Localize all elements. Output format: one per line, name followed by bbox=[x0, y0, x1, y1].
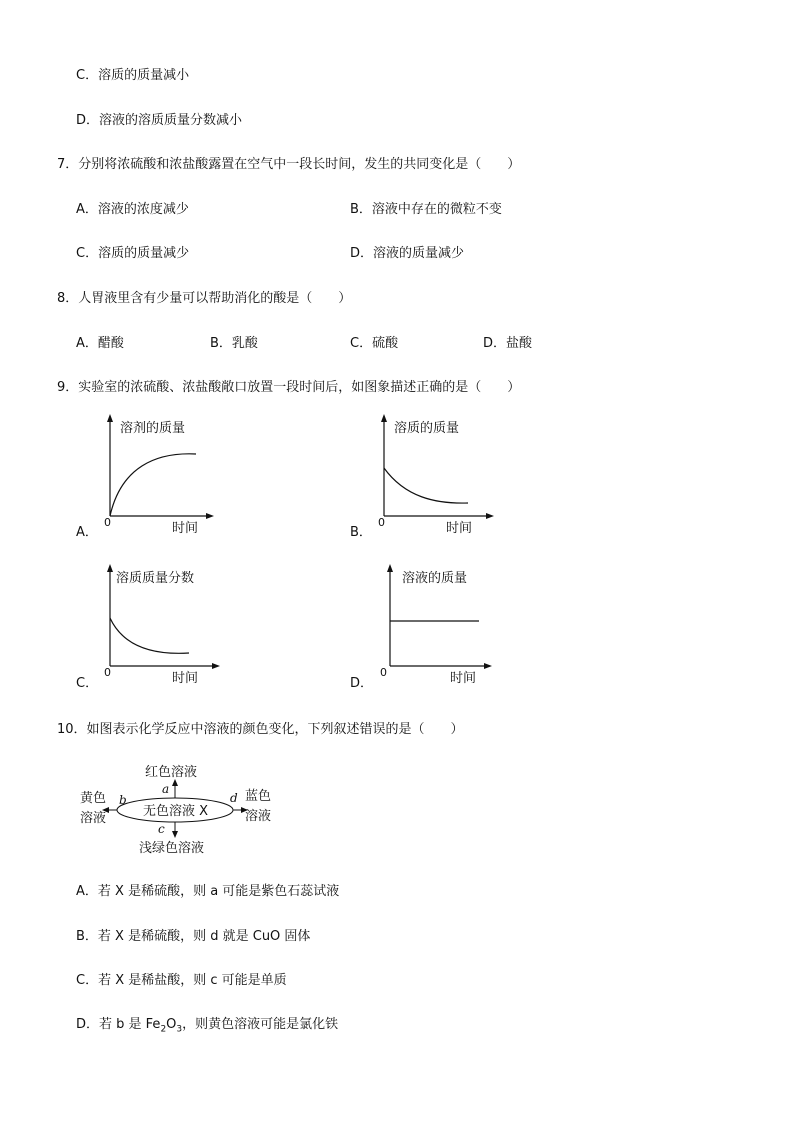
graph-c bbox=[76, 562, 226, 696]
right-label-2: 溶液 bbox=[245, 809, 272, 824]
graph-b-letter: B． bbox=[350, 525, 372, 540]
q10-option-d-mid: O bbox=[166, 1017, 177, 1032]
label-a: a bbox=[162, 782, 170, 796]
bottom-label: 浅绿色溶液 bbox=[139, 841, 205, 856]
graph-c-y-arrow bbox=[107, 564, 113, 572]
center-label: 无色溶液 X bbox=[143, 804, 209, 819]
graph-b-xlabel: 时间 bbox=[446, 521, 473, 536]
graph-b-y-arrow bbox=[381, 414, 387, 422]
q10-option-b: B．若 X 是稀硫酸，则 d 就是 CuO 固体 bbox=[76, 929, 311, 944]
q8-stem: 8．人胃液里含有少量可以帮助消化的酸是（ ） bbox=[57, 291, 352, 306]
graph-a-y-arrow bbox=[107, 414, 113, 422]
graph-c-origin: 0 bbox=[104, 666, 111, 679]
graph-b-origin: 0 bbox=[378, 516, 385, 529]
graph-d-origin: 0 bbox=[380, 666, 387, 679]
right-label-1: 蓝色 bbox=[245, 789, 272, 804]
q7-option-b: B．溶液中存在的微粒不变 bbox=[350, 202, 502, 217]
graph-b-curve bbox=[384, 468, 468, 503]
graph-a-xlabel: 时间 bbox=[172, 521, 199, 536]
graph-b bbox=[350, 412, 500, 546]
arrow-up-head bbox=[172, 779, 178, 786]
top-label: 红色溶液 bbox=[145, 765, 198, 780]
graph-d-letter: D． bbox=[350, 676, 374, 691]
graph-d-xlabel: 时间 bbox=[450, 671, 477, 686]
graph-c-x-arrow bbox=[212, 663, 220, 669]
q10-option-d bbox=[76, 1016, 338, 1039]
q10-option-d-suffix: ，则黄色溶液可能是氯化铁 bbox=[182, 1017, 339, 1032]
arrow-down-head bbox=[172, 831, 178, 838]
q6-option-c: C．溶质的质量减小 bbox=[76, 68, 190, 83]
graph-d-x-arrow bbox=[484, 663, 492, 669]
label-d: d bbox=[230, 791, 238, 805]
q10-option-d-sub2: 3 bbox=[176, 1024, 183, 1035]
q8-option-c: C．硫酸 bbox=[350, 336, 399, 351]
q6-option-d: D．溶液的溶质质量分数减小 bbox=[76, 113, 243, 128]
q10-option-c: C．若 X 是稀盐酸，则 c 可能是单质 bbox=[76, 973, 287, 988]
q7-option-c: C．溶质的质量减少 bbox=[76, 246, 190, 261]
graph-a-ylabel: 溶剂的质量 bbox=[120, 421, 186, 436]
q8-option-d: D．盐酸 bbox=[483, 336, 533, 351]
graph-d-y-arrow bbox=[387, 564, 393, 572]
graph-a-x-arrow bbox=[206, 513, 214, 519]
q8-option-a: A．醋酸 bbox=[76, 336, 124, 351]
q10-stem: 10．如图表示化学反应中溶液的颜色变化，下列叙述错误的是（ ） bbox=[57, 722, 464, 737]
left-label-1: 黄色 bbox=[80, 791, 107, 806]
q10-option-d-sub1: 2 bbox=[160, 1024, 167, 1035]
color-change-diagram bbox=[70, 758, 290, 862]
graph-c-letter: C． bbox=[76, 676, 99, 691]
label-b: b bbox=[119, 793, 127, 807]
q10-option-a: A．若 X 是稀硫酸，则 a 可能是紫色石蕊试液 bbox=[76, 884, 340, 899]
q10-option-d-prefix: D．若 b 是 Fe bbox=[76, 1017, 161, 1032]
graph-a-letter: A． bbox=[76, 525, 98, 540]
graph-a-curve bbox=[110, 454, 196, 516]
q8-option-b: B．乳酸 bbox=[210, 336, 258, 351]
graph-d-ylabel: 溶液的质量 bbox=[402, 571, 468, 586]
graph-c-xlabel: 时间 bbox=[172, 671, 199, 686]
graph-d bbox=[356, 562, 506, 696]
q7-stem: 7．分别将浓硫酸和浓盐酸露置在空气中一段长时间，发生的共同变化是（ ） bbox=[57, 157, 521, 172]
graph-b-x-arrow bbox=[486, 513, 494, 519]
label-c: c bbox=[158, 822, 165, 836]
q7-option-a: A．溶液的浓度减少 bbox=[76, 202, 189, 217]
left-label-2: 溶液 bbox=[80, 811, 107, 826]
graph-c-curve bbox=[110, 618, 189, 653]
graph-b-ylabel: 溶质的质量 bbox=[394, 421, 460, 436]
graph-c-ylabel: 溶质质量分数 bbox=[116, 571, 195, 586]
q9-stem: 9．实验室的浓硫酸、浓盐酸敞口放置一段时间后，如图象描述正确的是（ ） bbox=[57, 380, 521, 395]
graph-a-origin: 0 bbox=[104, 516, 111, 529]
q7-option-d: D．溶液的质量减少 bbox=[350, 246, 465, 261]
